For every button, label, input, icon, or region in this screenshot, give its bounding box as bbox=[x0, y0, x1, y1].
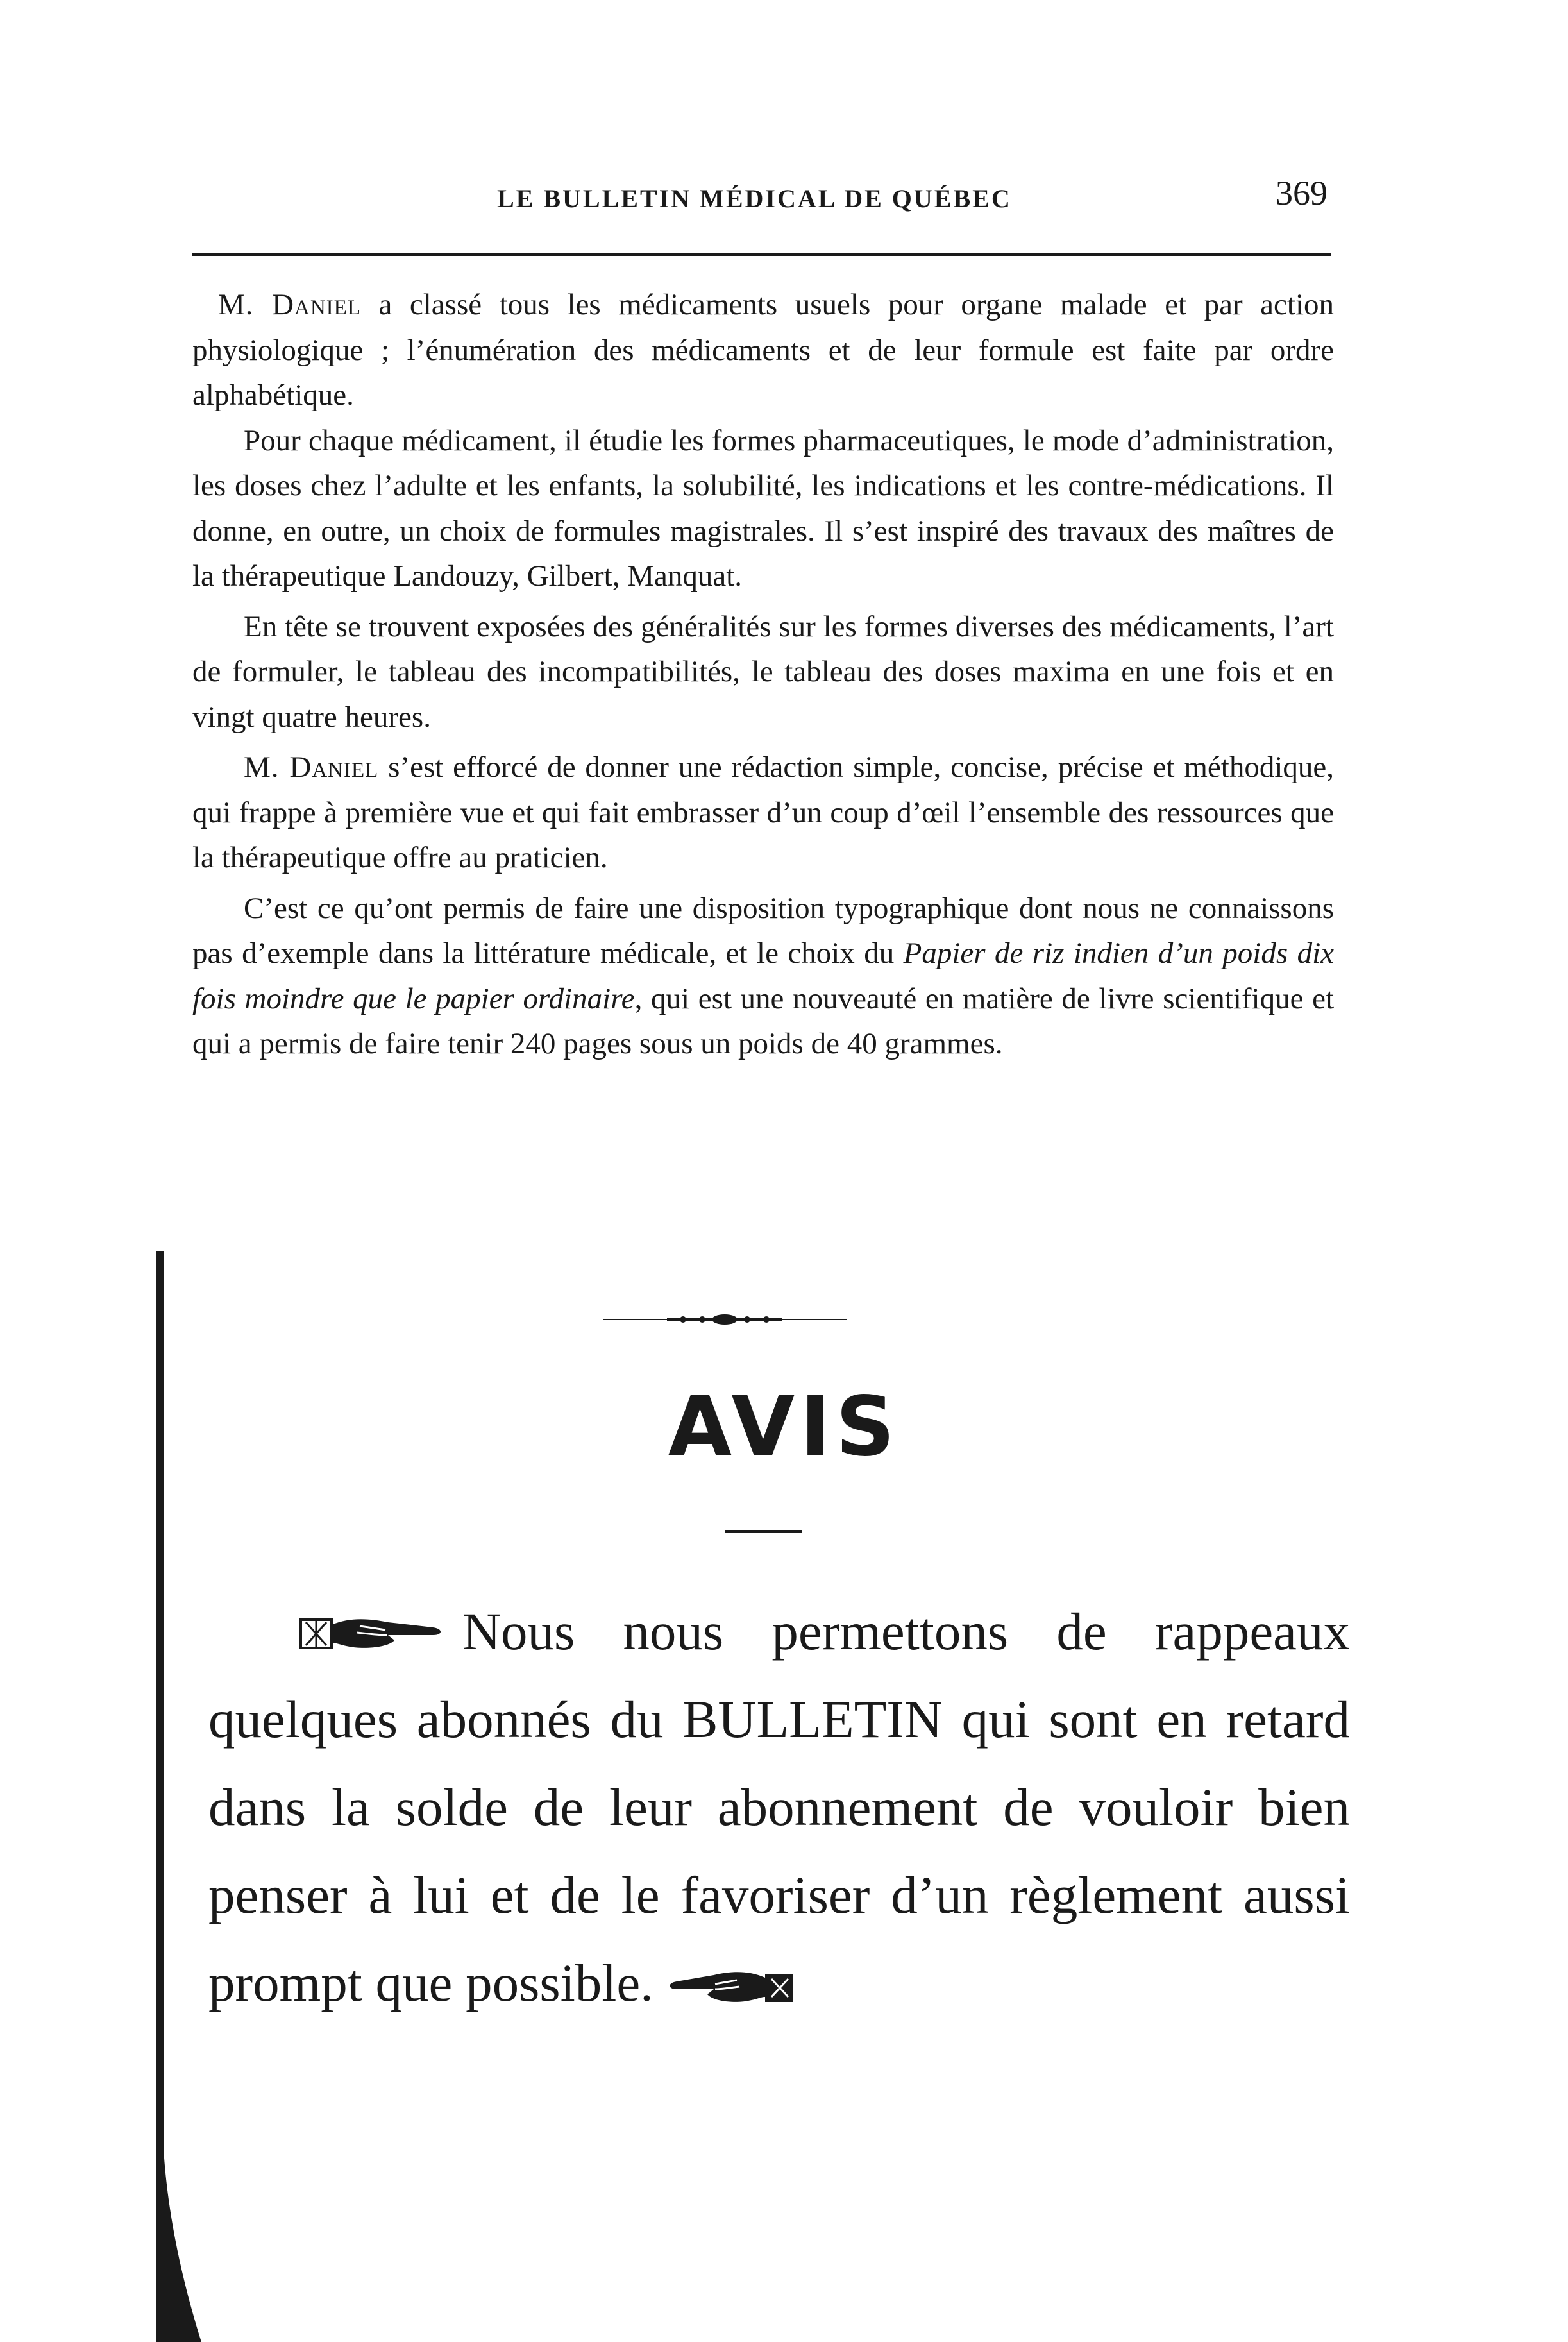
notice-paragraph bbox=[208, 1588, 1350, 2027]
author-name: M. Daniel bbox=[244, 751, 379, 784]
paragraph-4 bbox=[192, 745, 1334, 881]
notice-title: AVIS bbox=[668, 1379, 900, 1475]
page-number: 369 bbox=[1276, 174, 1328, 212]
paragraph-text: En tête se trouvent exposées des généralités sur les formes diverses des médicaments, l’art de formuler, le tableau des incompatibilités, le tableau des doses maxima en une fois et en vingt quatre heures. bbox=[192, 609, 1334, 734]
running-title: LE BULLETIN MÉDICAL DE QUÉBEC bbox=[497, 184, 1012, 213]
paragraph-2 bbox=[192, 418, 1334, 599]
pointing-hand-right-icon bbox=[298, 1613, 446, 1654]
paragraph-text: Pour chaque médicament, il étudie les formes pharmaceutiques, le mode d’administration, les doses chez l’adulte et les enfants, la solubilité, les indications et les contre-médications. Il donne, en outre, un choix de formules magistrales. Il s’est inspiré des travaux des maîtres de la thérapeutique Landouzy, Gilbert, Manquat. bbox=[192, 423, 1334, 593]
margin-scan-shadow bbox=[151, 2149, 203, 2342]
paragraph-text: a classé tous les médicaments usuels pour organe malade et par action physiologique ; l’énumération des médicaments et de leur formule est faite par ordre alphabétique. bbox=[192, 288, 1335, 412]
header-rule bbox=[192, 253, 1331, 256]
running-head bbox=[192, 173, 1328, 225]
notice-indent bbox=[208, 1602, 298, 1661]
paragraph-1 bbox=[192, 282, 1334, 418]
notice-body bbox=[208, 1588, 1350, 2027]
notice-rule bbox=[725, 1530, 802, 1533]
paragraph-3 bbox=[192, 604, 1334, 740]
paper-description: Papier de riz indien d’un poids dix fois moindre que le papier ordinaire bbox=[192, 937, 1334, 1015]
paragraph-text: C’est ce qu’ont permis de faire une disposition typographique dont nous ne connaissons pas d’exemple dans la littérature médicale, et le choix du bbox=[192, 891, 1334, 970]
paragraph-text: s’est efforcé de donner une rédaction simple, concise, précise et méthodique, qui frappe à première vue et qui fait embrasser d’un coup d’œil l’ensemble des ressources que la thérapeutique offre au praticien. bbox=[192, 751, 1335, 874]
ornamental-divider bbox=[596, 1312, 853, 1327]
notice-text: Nous nous permettons de rappeaux quelques abonnés du BULLETIN qui sont en retard dans la solde de leur abonnement de vouloir bien penser à lui et de le favoriser d’un règlement aussi prompt que possible. bbox=[208, 1602, 1350, 2012]
paragraph-5 bbox=[192, 886, 1334, 1067]
paragraph-text: , qui est une nouveauté en matière de livre scientifique et qui a permis de faire tenir 240 pages sous un poids de 40 grammes. bbox=[192, 981, 1335, 1060]
pointing-hand-left-icon bbox=[665, 1966, 793, 2007]
review-article bbox=[192, 282, 1334, 1067]
author-name: M. Daniel bbox=[218, 288, 361, 321]
